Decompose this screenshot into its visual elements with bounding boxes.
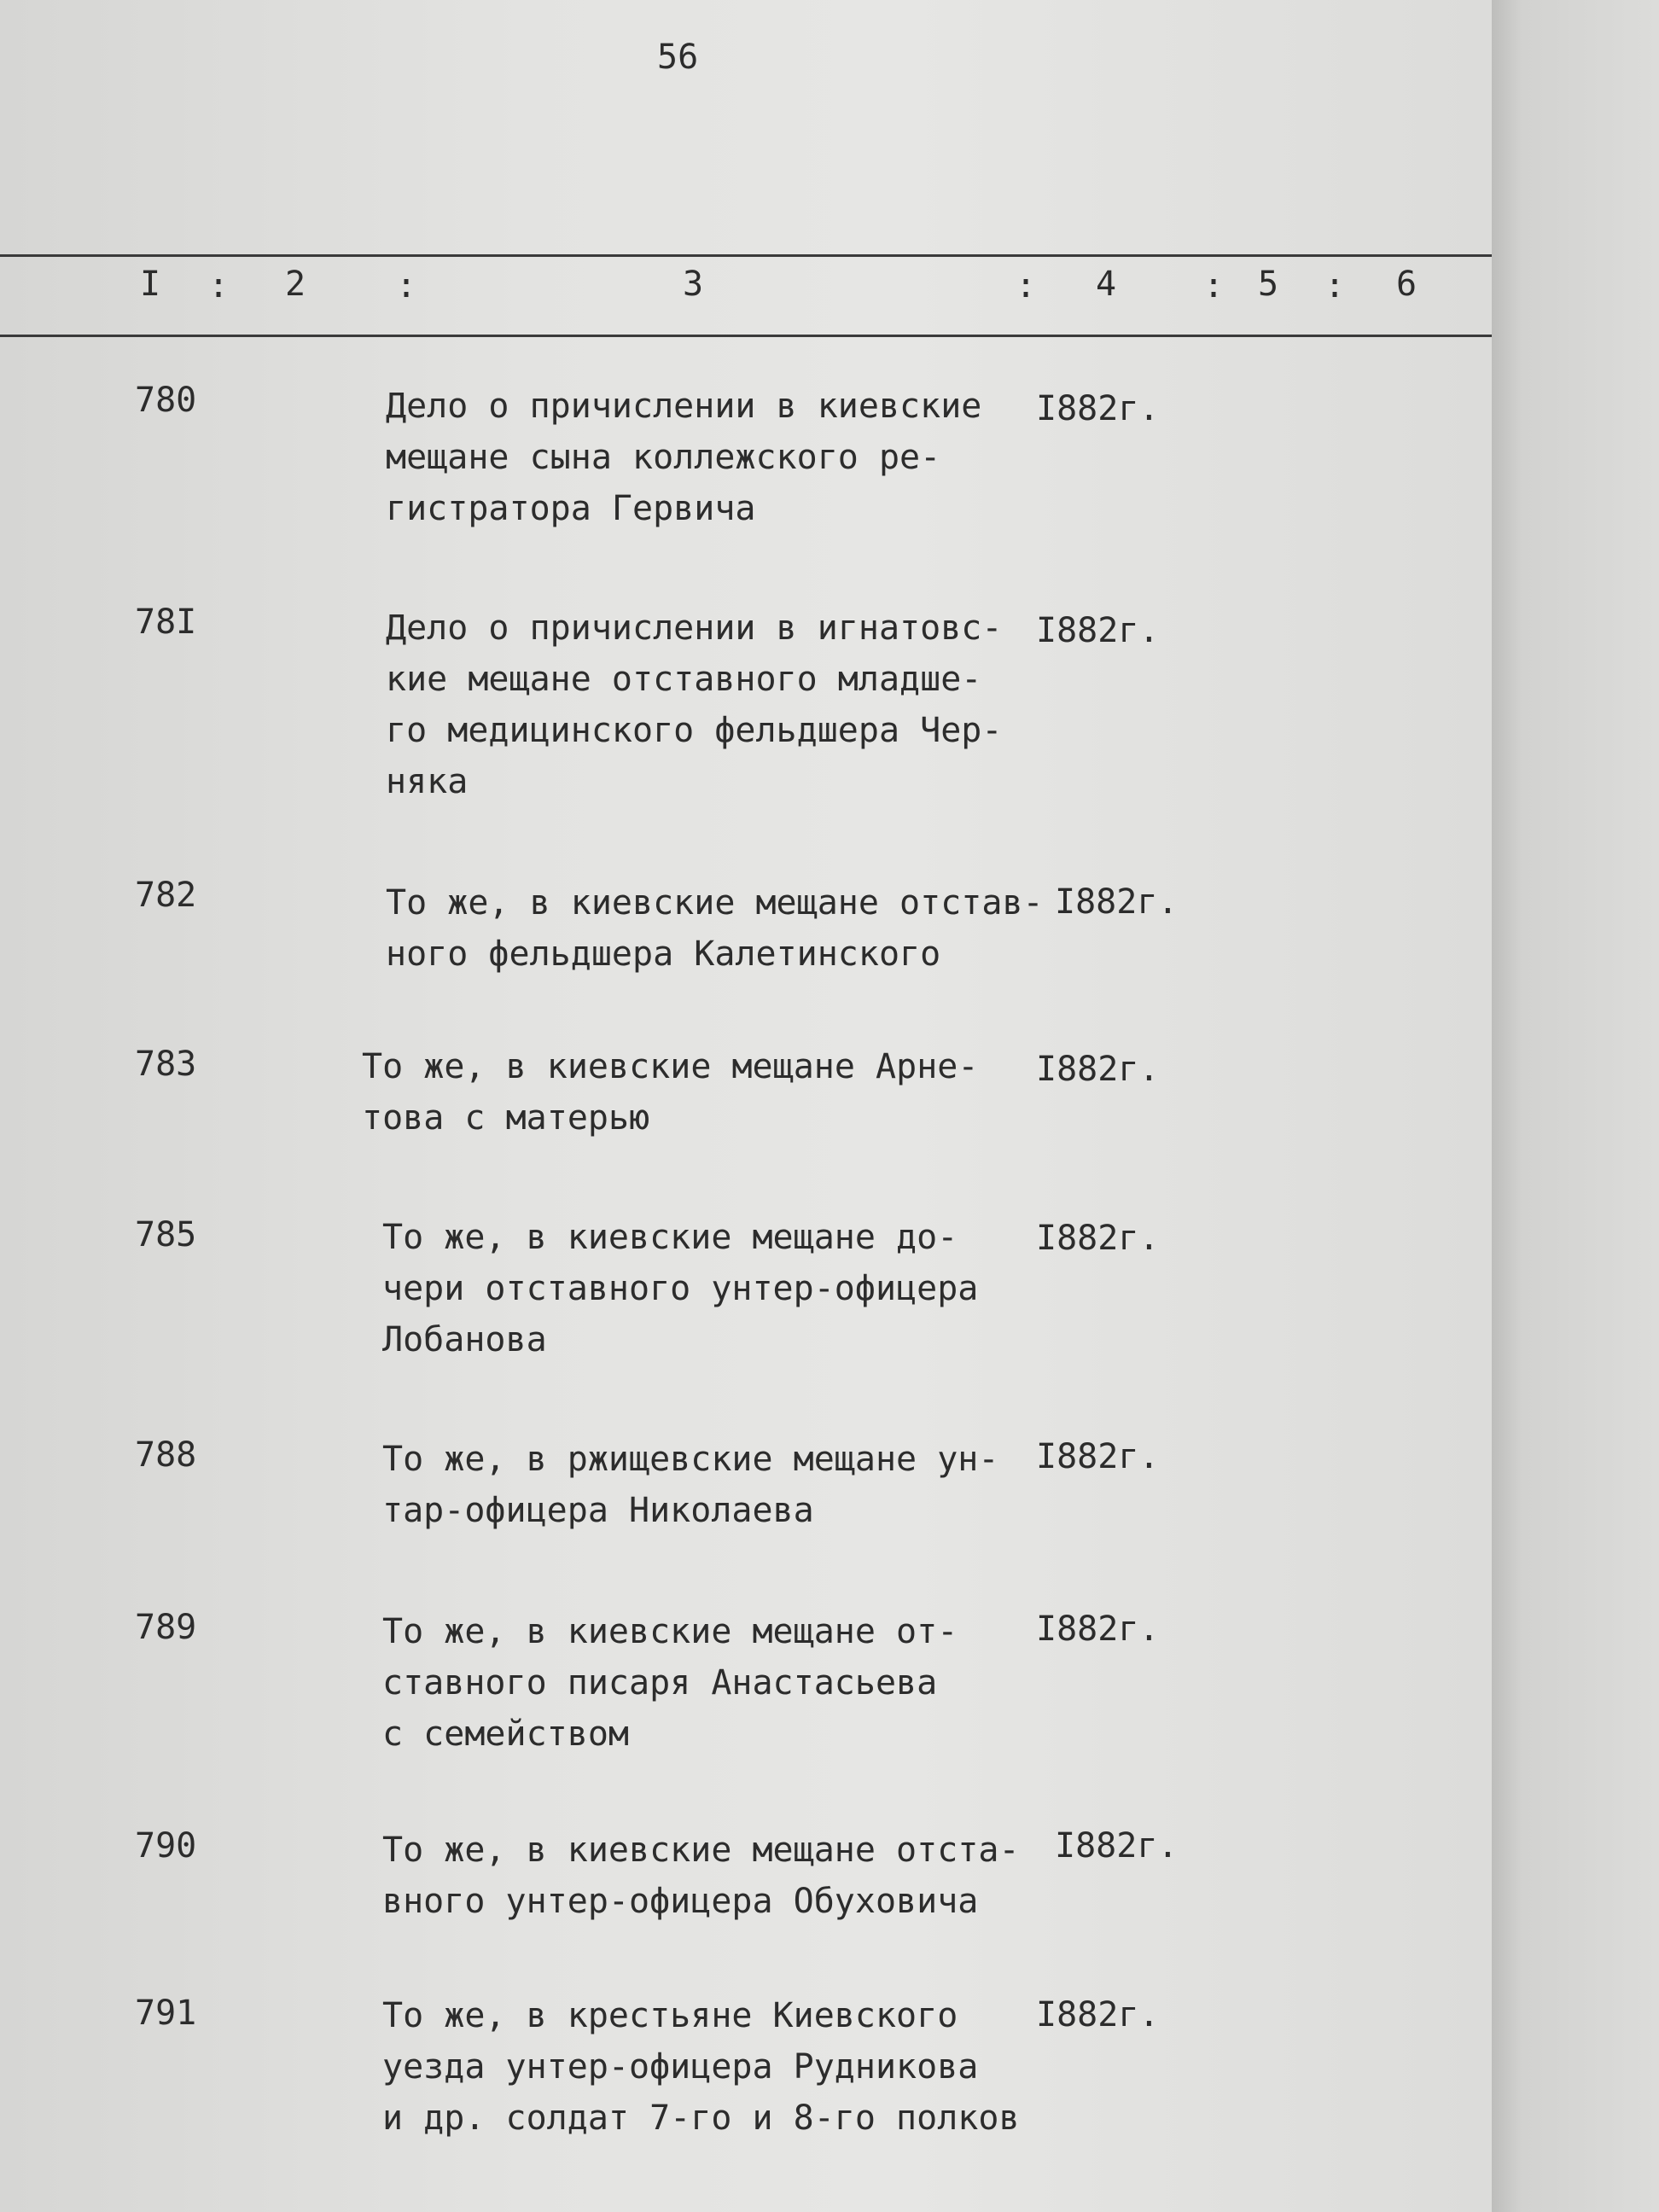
description-line: чери отставного унтер-офицера <box>382 1269 979 1308</box>
entry-year: I882г. <box>1036 611 1160 650</box>
description-line: мещане сына коллежского ре- <box>386 438 941 477</box>
description-line: гистратора Гервича <box>386 489 756 528</box>
entry-description <box>362 1041 978 1144</box>
page-number: 56 <box>657 38 699 77</box>
entry-number: 790 <box>135 1826 197 1866</box>
entry-description <box>382 1212 978 1365</box>
description-line: няка <box>386 762 469 801</box>
entry-description <box>382 1606 958 1760</box>
description-line: То же, в крестьяне Киевского <box>382 1996 958 2035</box>
entry-year: I882г. <box>1055 882 1179 922</box>
entry-number: 785 <box>135 1215 197 1254</box>
description-line: То же, в киевские мещане отстав- <box>386 883 1044 923</box>
entry-description <box>386 602 1002 807</box>
column-separator: : <box>208 266 230 306</box>
entry-description <box>382 1825 1020 1927</box>
column-header-4: 4 <box>1096 265 1117 304</box>
column-header-5: 5 <box>1258 265 1279 304</box>
column-header-3: 3 <box>683 265 704 304</box>
entry-year: I882г. <box>1036 1995 1160 2034</box>
column-header-6: 6 <box>1396 265 1417 304</box>
entry-year: I882г. <box>1036 389 1160 428</box>
description-line: То же, в киевские мещане Арне- <box>362 1047 979 1086</box>
column-header-2: 2 <box>285 265 306 304</box>
column-separator: : <box>1016 266 1037 306</box>
entry-description <box>382 1990 1020 2144</box>
header-rule-bottom <box>0 335 1493 337</box>
description-line: Лобанова <box>382 1320 547 1359</box>
header-rule-top <box>0 254 1493 257</box>
description-line: То же, в ржищевские мещане ун- <box>382 1440 999 1479</box>
description-line: вного унтер-офицера Обуховича <box>382 1882 979 1921</box>
entry-year: I882г. <box>1036 1437 1160 1476</box>
entry-year: I882г. <box>1036 1219 1160 1258</box>
description-line: Дело о причислении в киевские <box>386 387 982 426</box>
description-line: го медицинского фельдшера Чер- <box>386 711 1003 750</box>
entry-year: I882г. <box>1036 1050 1160 1089</box>
description-line: уезда унтер-офицера Рудникова <box>382 2047 979 2087</box>
entry-year: I882г. <box>1055 1826 1179 1866</box>
entry-number: 780 <box>135 381 197 420</box>
entry-number: 78I <box>135 602 197 642</box>
entry-description <box>386 381 981 534</box>
description-line: То же, в киевские мещане отста- <box>382 1831 1020 1870</box>
description-line: кие мещане отставного младше- <box>386 660 982 699</box>
entry-description <box>382 1434 998 1536</box>
description-line: То же, в киевские мещане от- <box>382 1612 958 1651</box>
column-separator: : <box>396 266 417 306</box>
column-separator: : <box>1324 266 1346 306</box>
page-edge-shadow <box>1492 0 1659 2212</box>
entry-description <box>386 877 1044 980</box>
description-line: и др. солдат 7-го и 8-го полков <box>382 2098 1020 2138</box>
entry-number: 788 <box>135 1435 197 1475</box>
description-line: с семейством <box>382 1714 629 1754</box>
entry-number: 782 <box>135 876 197 915</box>
description-line: тар-офицера Николаева <box>382 1491 814 1530</box>
description-line: ставного писаря Анастасьева <box>382 1663 938 1703</box>
entry-year: I882г. <box>1036 1610 1160 1649</box>
description-line: ного фельдшера Калетинского <box>386 934 941 974</box>
entry-number: 789 <box>135 1608 197 1647</box>
entry-number: 791 <box>135 1994 197 2033</box>
description-line: това с матерью <box>362 1098 650 1138</box>
description-line: То же, в киевские мещане до- <box>382 1218 958 1257</box>
column-separator: : <box>1203 266 1225 306</box>
entry-number: 783 <box>135 1045 197 1084</box>
description-line: Дело о причислении в игнатовс- <box>386 608 1003 648</box>
column-header-1: I <box>140 265 161 304</box>
